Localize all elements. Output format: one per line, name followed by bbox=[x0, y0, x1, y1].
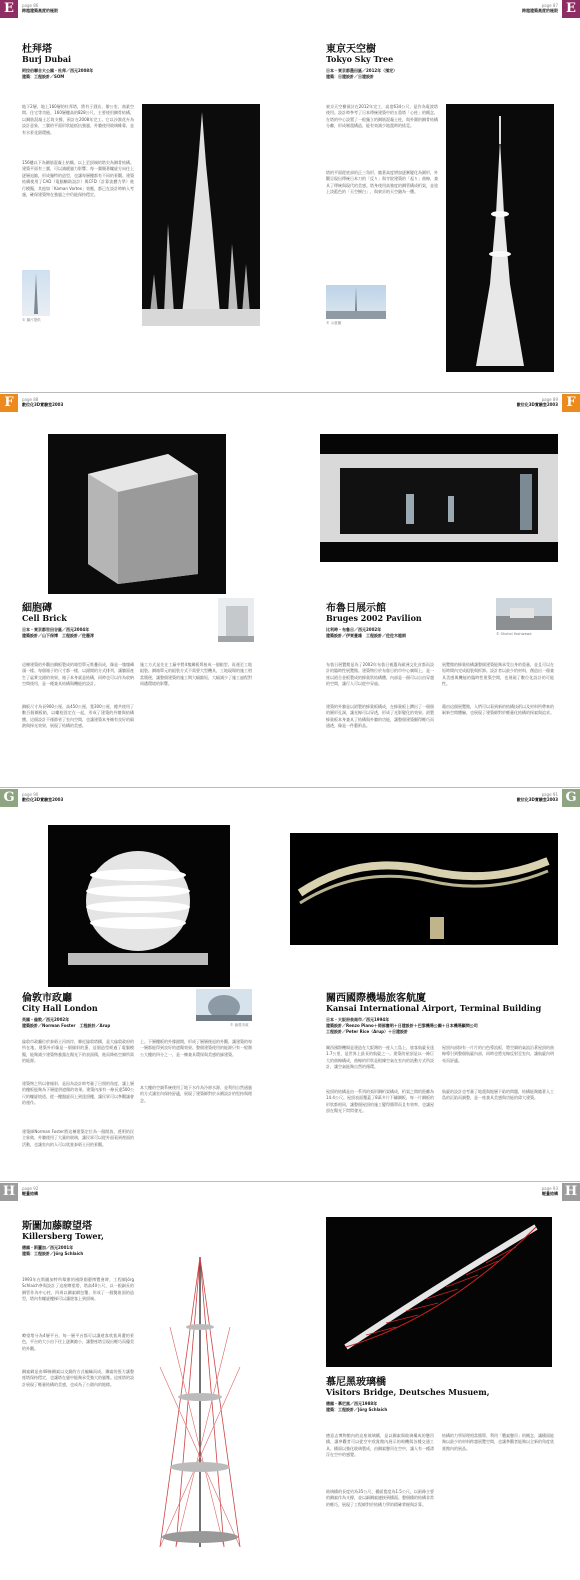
cell-brick-model-image bbox=[48, 434, 226, 594]
article-title-zh: 倫敦市政廳 bbox=[22, 993, 72, 1004]
article-paragraph: 瞭望塔分為4層平台，每一層平台都可以讓遊客欣賞周遭的景色，平台的大小由下往上逐漸縮小，讓整座塔呈現出輕巧而優美的外觀。 bbox=[22, 1333, 134, 1351]
killersberg-tower-model-image bbox=[140, 1247, 260, 1557]
photo-caption: © Shuhei Yoshizawa bbox=[496, 632, 532, 636]
article-paragraph: 結構的力學原理相當簡單，利用「纜索懸吊」的概念，讓橋面能夠以最少的材料跨越展覽空間，也讓參觀者能夠以全新的角度欣賞館內的展品。 bbox=[442, 1433, 554, 1451]
photo-caption: © 圖片提供 bbox=[22, 318, 41, 322]
article-paragraph: 施工方式是先在工廠中將4塊鋼板焊接成一個箱型，再運至工地組裝。鋼箱單元的組裝方式不需要大型機具，工地現場的施工相當簡便，讓整個建築的施工期大幅縮短，大幅減少了施工過程對周遭環境的影響。 bbox=[140, 662, 252, 687]
burj-dubai-model-image bbox=[142, 104, 260, 326]
article-paragraph: 倫敦市政廳位於泰晤士河南岸，鄰近倫敦塔橋，是大倫敦政府的所在地。建築外形像是一個傾斜的蛋，這個造型經過了電腦模擬，能夠減少建築物暴露在陽光下的表面積，進而降低空調所需的能源。 bbox=[22, 1039, 134, 1064]
photo-caption: © 示意圖 bbox=[326, 321, 342, 325]
article-title-en: Tokyo Sky Tree bbox=[326, 54, 394, 64]
article-paragraph: 156樓以下為鋼筋混凝土結構，以上至頂端的塔尖為鋼骨結構。建築平面有三翼，可以減緩風力影響；每一翼順著螺旋方向往上逐層退縮，形成獨特的造型，也讓每層樓都有不同的景觀。建築結構使用了CAD（電腦輔助設計）與CFD（計算流體力學）進行模擬，其他如「Kaman Vortex」效應，都已在設計時納入考慮，確保建築物在強風之中仍能保持穩定。 bbox=[22, 160, 135, 198]
article-meta: 德國・慕尼黑／西元1988年 建築：工程設計／Jörg Schlaich bbox=[326, 1401, 388, 1412]
city-hall-model-image bbox=[48, 825, 230, 987]
article-paragraph: 1993年在斯圖加特所舉辦的國際園藝博覽會時，工程師Jörg Schlaich參與設計了這座瞭望塔，塔高40公尺，以一根細長的鋼管作為中心柱，四周以鋼索網包覆，形成了一個雙曲面的造型，塔內有螺旋樓梯可以讓遊客上到頂端。 bbox=[22, 1277, 134, 1302]
article-paragraph: 關西國際機場是建造在大阪灣的一座人工島上，旅客航廈長達1.7公里，是世界上最長的航廈之一。建築的屋頂是以一條巨大的曲線構成，曲線的形狀是根據空氣在室內的流動方式所設計，讓空氣能夠自然的循環。 bbox=[326, 1045, 434, 1070]
article-meta: 英國・倫敦／西元2002年 建築設計／Norman Foster 工程設計／Arup bbox=[22, 1017, 111, 1028]
spread-e bbox=[0, 0, 580, 393]
city-hall-photo bbox=[196, 989, 252, 1021]
article-paragraph: 鋼板尺寸為長900公厘、高450公厘、寬300公厘，總共使用了數百個鋼板箱，以螺栓固定在一起，形成了建築的外牆與結構體。這個設計不僅節省了室內空間，也讓建築本身擁有良好的隔熱與採光效果，展現了結構的美感。 bbox=[22, 704, 134, 729]
visitors-bridge-model-image bbox=[326, 1217, 552, 1367]
page-header-right: page 93 輕量結構 bbox=[541, 1186, 558, 1196]
bruges-square-photo bbox=[496, 598, 552, 630]
section-tab-e-right: E bbox=[562, 0, 580, 18]
article-paragraph: 德意志博物館內的這座玻璃橋，是以鋼索與玻璃構成的懸吊橋，讓參觀者可以從空中欣賞館內展示的飛機與各種交通工具。橋面以強化玻璃製成，由鋼索懸吊在空中，讓人有一種漂浮在空中的感覺。 bbox=[326, 1433, 434, 1458]
section-tab-g-right: G bbox=[562, 789, 580, 807]
spread-g bbox=[0, 789, 580, 1182]
article-paragraph: 航廈的設計也考量了地震與地層下陷的問題，結構能夠隨著人工島的沉陷而調整，是一座兼具美感與功能的偉大建築。 bbox=[442, 1089, 554, 1101]
article-title-en: Visitors Bridge, Deutsches Musuem, bbox=[326, 1387, 490, 1397]
article-title-en: City Hall London bbox=[22, 1003, 98, 1013]
article-title-en: Kansai International Airport, Terminal Building bbox=[326, 1003, 542, 1013]
article-title-en: Cell Brick bbox=[22, 613, 67, 623]
article-title-en: Burj Dubai bbox=[22, 54, 72, 64]
article-meta: 日本・東京都墨田區／2012年（預定） 建築：日建設計／日建設計 bbox=[326, 68, 398, 79]
article-paragraph: 建築師Norman Foster將這棟建築定位為一個開放、透明的民主象徵，外牆使用了大量的玻璃，讓民眾可以從外面看到裡面的活動，也讓室內的人可以欣賞泰晤士河的景觀。 bbox=[22, 1129, 134, 1147]
article-title-zh: 慕尼黑玻璃橋 bbox=[326, 1377, 386, 1388]
article-paragraph: 本大樓的空調系統使用了地下水作為冷卻水源，並利用自然通風的方式讓室內保持舒適，展現了建築師對於永續設計的堅持與理念。 bbox=[140, 1085, 252, 1103]
article-title-zh: 布魯日展示館 bbox=[326, 603, 386, 614]
article-paragraph: 這棟建築的外觀由鋼板製成的箱型單元堆疊而成，像是一塊塊磚頭一樣。每個箱子的尺寸都一樣，以錯開的方式排列，讓牆面產生了虛實交錯的效果。箱子本身就是結構，同時也可以作為收納空間使用，是一種兼具結構與機能的設計。 bbox=[22, 662, 134, 687]
article-paragraph: 鋼索網是由48條鋼索以交錯的方式編織而成，鋼索的張力讓整座塔保持穩定，也讓塔在風中能夠承受強大的風壓。這座塔的設計展現了輕量結構的美感，也成為了公園內的地標。 bbox=[22, 1369, 134, 1387]
kansai-terminal-model-image bbox=[290, 833, 558, 945]
article-meta: 日本・大阪府泉南市／西元1994年 建築設計／Renzo Piano＋岡部憲明＋日建設計＋巴黎機場公團＋日本機場顧問公司 工程設計／Peter Rice（Arup）＋日建設計 bbox=[326, 1017, 478, 1034]
article-title-en: Killersberg Tower, bbox=[22, 1231, 104, 1241]
article-paragraph: 展覽館的蜂巢結構讓整個建築能夠承受自身的重量，並且可以在短時間內完成組裝與拆卸。設計者以最少的材料，創造出一個兼具美感與機能的臨時性建築空間，也展現了數位化設計的可能性。 bbox=[442, 662, 554, 687]
section-tab-f-left: F bbox=[0, 394, 18, 412]
page-header-right: page 89 數位化3D實驗室2003 bbox=[516, 397, 558, 407]
tokyo-skyline-photo bbox=[326, 285, 386, 319]
section-tab-h-right: H bbox=[562, 1183, 580, 1201]
article-paragraph: 上、下層樓板的外緣錯開，形成了層層後退的外觀，讓建築的每一層都能得到良好的遮陽效果。整個建築使用的能源只有一般辦公大樓的四分之一，是一棟兼具環保與美感的綠建築。 bbox=[140, 1039, 252, 1057]
article-paragraph: 布魯日展覽館是為了2002年布魯日被選為歐洲文化首都而設計的臨時性展覽館。建築物位於布魯日的市中心廣場上，是一座以鋁合金板製成的蜂巢狀結構體，內部是一個可以自由穿越的空間，讓行人可以從中穿過。 bbox=[326, 662, 434, 687]
section-tab-h-left: H bbox=[0, 1183, 18, 1201]
article-title-zh: 斯圖加藤瞭望塔 bbox=[22, 1221, 92, 1232]
page-header-right: page 87 跨越建築高度的極限 bbox=[522, 3, 558, 13]
article-meta: 日本・東京都世田谷區／西元2004年 建築設計／山下保博 工程設計／佐藤淳 bbox=[22, 627, 94, 638]
article-paragraph: 建築的外牆是以鋁製的蜂巢板構成，在蜂巢板上鑽出了一個個的圓形孔洞，讓光線可以穿透，形成了光影變化的效果。鋁製蜂巢板本身兼具了結構與外牆的功能，讓整個建築顯得輕巧而通透，像是一件藝術品。 bbox=[326, 704, 434, 729]
spread-f bbox=[0, 394, 580, 788]
article-paragraph: 玻璃橋的長度約為35公尺，橋面寬度為1.5公尺，以兩條主要的鋼索作為支撐，並以細鋼索連接到橋面。整個橋的結構非常的輕巧，展現了工程師對於結構力學的精確掌握與計算。 bbox=[326, 1489, 434, 1507]
article-title-zh: 關西國際機場旅客航廈 bbox=[326, 993, 426, 1004]
article-meta: 德國・斯圖加／西元2001年 建築：工程設計／Jörg Schlaich bbox=[22, 1245, 84, 1256]
burj-dubai-photo bbox=[22, 270, 50, 316]
article-paragraph: 建築物之所以會傾斜，是因為設計時考量了日照的角度，讓上層的樓板能夠為下層提供遮陽的效果。建築內部有一條長達500公尺的螺旋坡道，從一樓盤旋而上到達頂樓，讓民眾可以參觀議會的運作。 bbox=[22, 1081, 134, 1106]
page-header-right: page 91 數位化3D實驗室2003 bbox=[516, 792, 558, 802]
page-header-left: page 90 數位化3D實驗室2003 bbox=[22, 792, 64, 802]
bruges-pavilion-image bbox=[320, 434, 558, 562]
page-header-left: page 86 跨越建築高度的極限 bbox=[22, 3, 58, 13]
article-paragraph: 塔的平面從底部的正三角形，隨著高度增加逐漸變化為圓形，外觀呈現出傳統日本刀的「反り」與寺院建築的「起り」曲線，兼具了傳統與現代的美感。塔身使用高強度的鋼管構成桁架，並塗上淡藍色的「天空樹白」，與東京的天空融為一體。 bbox=[326, 170, 438, 195]
photo-caption: © 倫敦市政 bbox=[230, 1023, 249, 1027]
article-meta: 阿拉伯聯合大公國・杜拜／西元2008年 建築：工程設計／SOM bbox=[22, 68, 94, 79]
cell-brick-photo bbox=[218, 598, 254, 642]
spread-h bbox=[0, 1183, 580, 1580]
section-tab-f-right: F bbox=[562, 394, 580, 412]
article-title-en: Bruges 2002 Pavilion bbox=[326, 613, 422, 623]
article-paragraph: 屋頂內部掛有一片片的白色導流板，將空調的氣流沿著屋頂的曲線導引到整個航廈內部，同時也將光線反射至室內，讓航廈內明亮而舒適。 bbox=[442, 1045, 554, 1063]
article-paragraph: 地下2層、地上160層的杜拜塔，將有子酒店、辦公室、商業空間、住宅等功能，160層樓高的828公尺，主要使用鋼骨結構，以鋼筋混凝土芯筒支撐，預計在2008年完工。它以沙漠花卉為設計意象，三翼的平面形狀能抵抗強風，外牆使用玻璃帷幕，並有水景花園環繞。 bbox=[22, 104, 134, 135]
page-header-left: page 92 輕量結構 bbox=[22, 1186, 39, 1196]
section-tab-e-left: E bbox=[0, 0, 18, 18]
article-title-zh: 細胞磚 bbox=[22, 603, 52, 614]
page-header-left: page 88 數位化3D實驗室2003 bbox=[22, 397, 64, 407]
section-tab-g-left: G bbox=[0, 789, 18, 807]
tokyo-sky-tree-model-image bbox=[446, 104, 554, 372]
article-paragraph: 屋頂的結構是由一系列的弧形鋼桁架構成，桁架之間的距離為14.4公尺。屋頂表面覆蓋了8萬多片不鏽鋼板，每一片鋼板的形狀都相同，讓整個屋頂的施工變得簡單而且有效率，也讓屋頂在陽光下閃閃發光。 bbox=[326, 1089, 434, 1114]
article-paragraph: 藉由這個展覽館，人們可以看到新的結構技術以及材料所帶來的嶄新空間體驗，也展現了建築師對於輕量化結構的探索與追求。 bbox=[442, 704, 554, 716]
article-meta: 比利時・布魯日／西元2002年 建築設計／伊東豊雄 工程設計／佐佐木睦朗 bbox=[326, 627, 406, 638]
article-paragraph: 東京天空樹預計在2012年完工，高度634公尺，是作為電波塔使用。設計時參考了日本傳統建築中的五重塔「心柱」的概念，在塔的中心設置了一根獨立的鋼筋混凝土柱，與外圍的鋼骨結構分離，形成制震構造，能有效減少地震時的搖晃。 bbox=[326, 104, 438, 129]
article-title-zh: 杜拜塔 bbox=[22, 44, 52, 55]
article-title-zh: 東京天空樹 bbox=[326, 44, 376, 55]
